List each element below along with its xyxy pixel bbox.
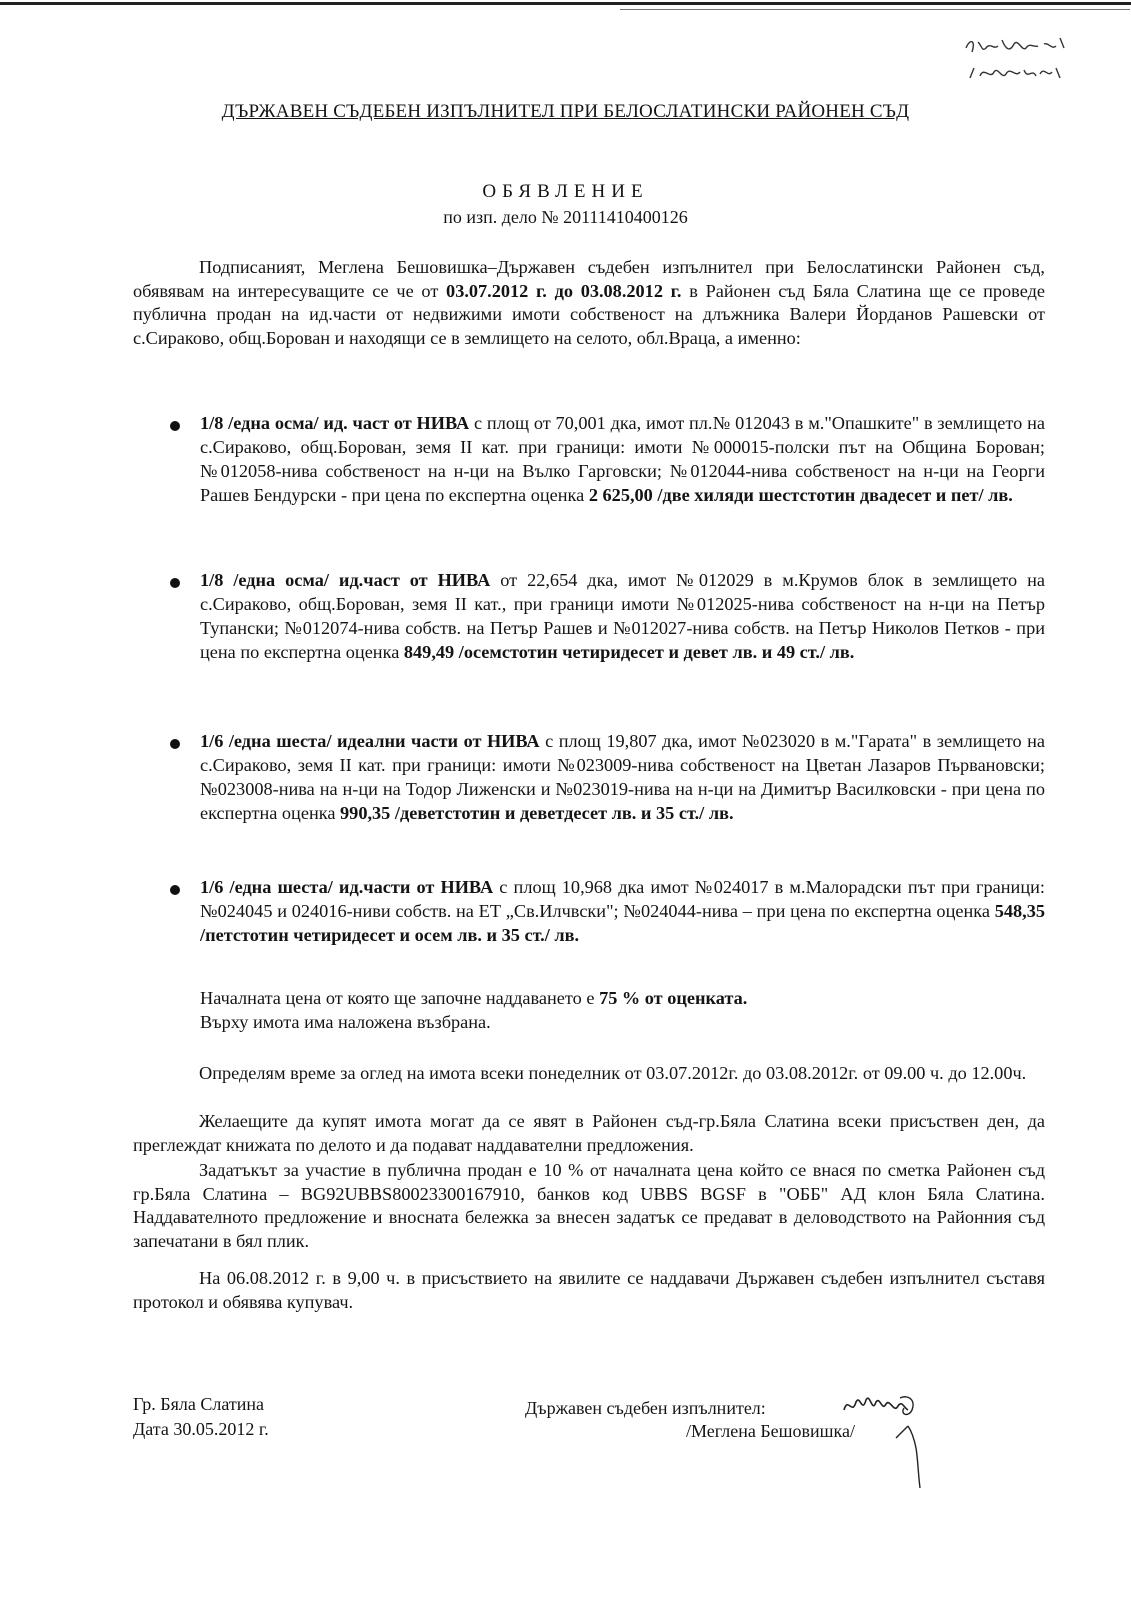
sale-dates: 03.07.2012 г. до 03.08.2012 г. bbox=[446, 280, 682, 301]
case-number: по изп. дело № 20111410400126 bbox=[443, 207, 688, 227]
list-item: 1/6 /една шеста/ идеални части от НИВА с площ 19,807 дка, имот №023020 в м."Гарата" в землището на с.Сираково, земя II кат. при граници: имоти №023009-нива собственост на Цветан Лазаров Първановски; №023008-нива на н-ци на Тодор Лиженски и №023019-нива на н-ци на Димитър Василковски - при цена по експертна оценка 990,35 /деветстотин и деветдесет лв. и 35 ст./ лв. bbox=[200, 731, 1046, 823]
bullet-3 bbox=[170, 739, 180, 749]
top-border-line bbox=[0, 2, 1131, 5]
encumbrance-line: Върху имота има наложена възбрана. bbox=[200, 1012, 491, 1032]
document-title: ОБЯВЛЕНИЕ bbox=[482, 181, 649, 202]
list-item: 1/8 /една осма/ ид. част от НИВА с площ от 70,001 дка, имот пл.№ 012043 в м."Опашките" в землището на с.Сираково, общ.Борован, земя II кат. при граници: имоти №000015-полски път на Община Борован; №012058-нива собственост на н-ци на Вълко Гарговски; №012044-нива собственост на н-ци на Георги Рашев Бендурски - при цена по експертна оценка 2 625,00 /две хиляди шестстотин двадесет и пет/ лв. bbox=[200, 413, 1045, 505]
list-item: 1/8 /една осма/ ид.част от НИВА от 22,654 дка, имот №012029 в м.Крумов блок в землището на с.Сираково, общ.Борован, земя II кат., при граници имоти №012025-нива собственост на н-ци на Петър Тупански; №012074-нива собств. на Петър Рашев и №012027-нива собств. на Петър Николов Петков - при цена по експертна оценка 849,49 /осемстотин четиридесет и девет лв. и 49 ст./ лв. bbox=[200, 570, 1045, 662]
handwritten-signature-icon bbox=[838, 1388, 948, 1498]
start-price-line: Началната цена от която ще започне наддаването е 75 % от оценката. bbox=[200, 988, 748, 1008]
court-header: ДЪРЖАВЕН СЪДЕБЕН ИЗПЪЛНИТЕЛ ПРИ БЕЛОСЛАТИНСКИ РАЙОНЕН СЪД bbox=[221, 101, 910, 122]
bullet-4 bbox=[170, 885, 180, 895]
city-label: Гр. Бяла Слатина bbox=[133, 1394, 264, 1414]
inspection-paragraph: Определям време за оглед на имота всеки понеделник от 03.07.2012г. до 03.08.2012г. от 09.00 ч. до 12.00ч. bbox=[199, 1063, 1027, 1083]
bullet-2 bbox=[170, 578, 180, 588]
top-border-line-thin bbox=[620, 9, 1130, 10]
bidding-paragraph: Желаещите да купят имота могат да се явят в Районен съд-гр.Бяла Слатина всеки присъствен ден, да преглеждат книжата по делото и да подават наддавателни предложения. bbox=[133, 1111, 1045, 1155]
handwritten-note-icon bbox=[960, 30, 1080, 92]
signature-label: Държавен съдебен изпълнител: bbox=[525, 1398, 766, 1418]
auction-paragraph: На 06.08.2012 г. в 9,00 ч. в присъствието на явилите се наддавачи Държавен съдебен изпълнител съставя протокол и обявява купувач. bbox=[133, 1268, 1045, 1312]
document-date: Дата 30.05.2012 г. bbox=[133, 1419, 269, 1439]
bullet-1 bbox=[170, 421, 180, 431]
signatory-name: /Меглена Бешовишка/ bbox=[686, 1421, 855, 1441]
deposit-paragraph: Задатъкът за участие в публична продан е 10 % от началната цена който се внася по сметка Районен съд гр.Бяла Слатина – BG92UBBS80023300167910, банков код UBBS BGSF в "ОББ" АД клон Бяла Слатина. Наддавателното предложение и вносната бележка за внесен задатък се предават в деловодството на Районния съд запечатани в бял плик. bbox=[133, 1160, 1045, 1251]
list-item: 1/6 /една шеста/ ид.части от НИВА с площ 10,968 дка имот №024017 в м.Малорадски път при граници: №024045 и 024016-ниви собств. на ЕТ „Св.Илчвски"; №024044-нива – при цена по експертна оценка 548,35 /петстотин четиридесет и осем лв. и 35 ст./ лв. bbox=[200, 877, 1045, 945]
intro-paragraph: Подписаният, Меглена Бешовишка–Държавен съдебен изпълнител при Белослатински Районен съд, обявявам на интересуващите се че от 03.07.2012 г. до 03.08.2012 г. в Районен съд Бяла Слатина ще се проведе публична продан на ид.части от недвижими имоти собственост на длъжника Валери Йорданов Рашевски от с.Сираково, общ.Борован и находящи се в землището на селото, обл.Враца, а именно: bbox=[133, 257, 1045, 348]
